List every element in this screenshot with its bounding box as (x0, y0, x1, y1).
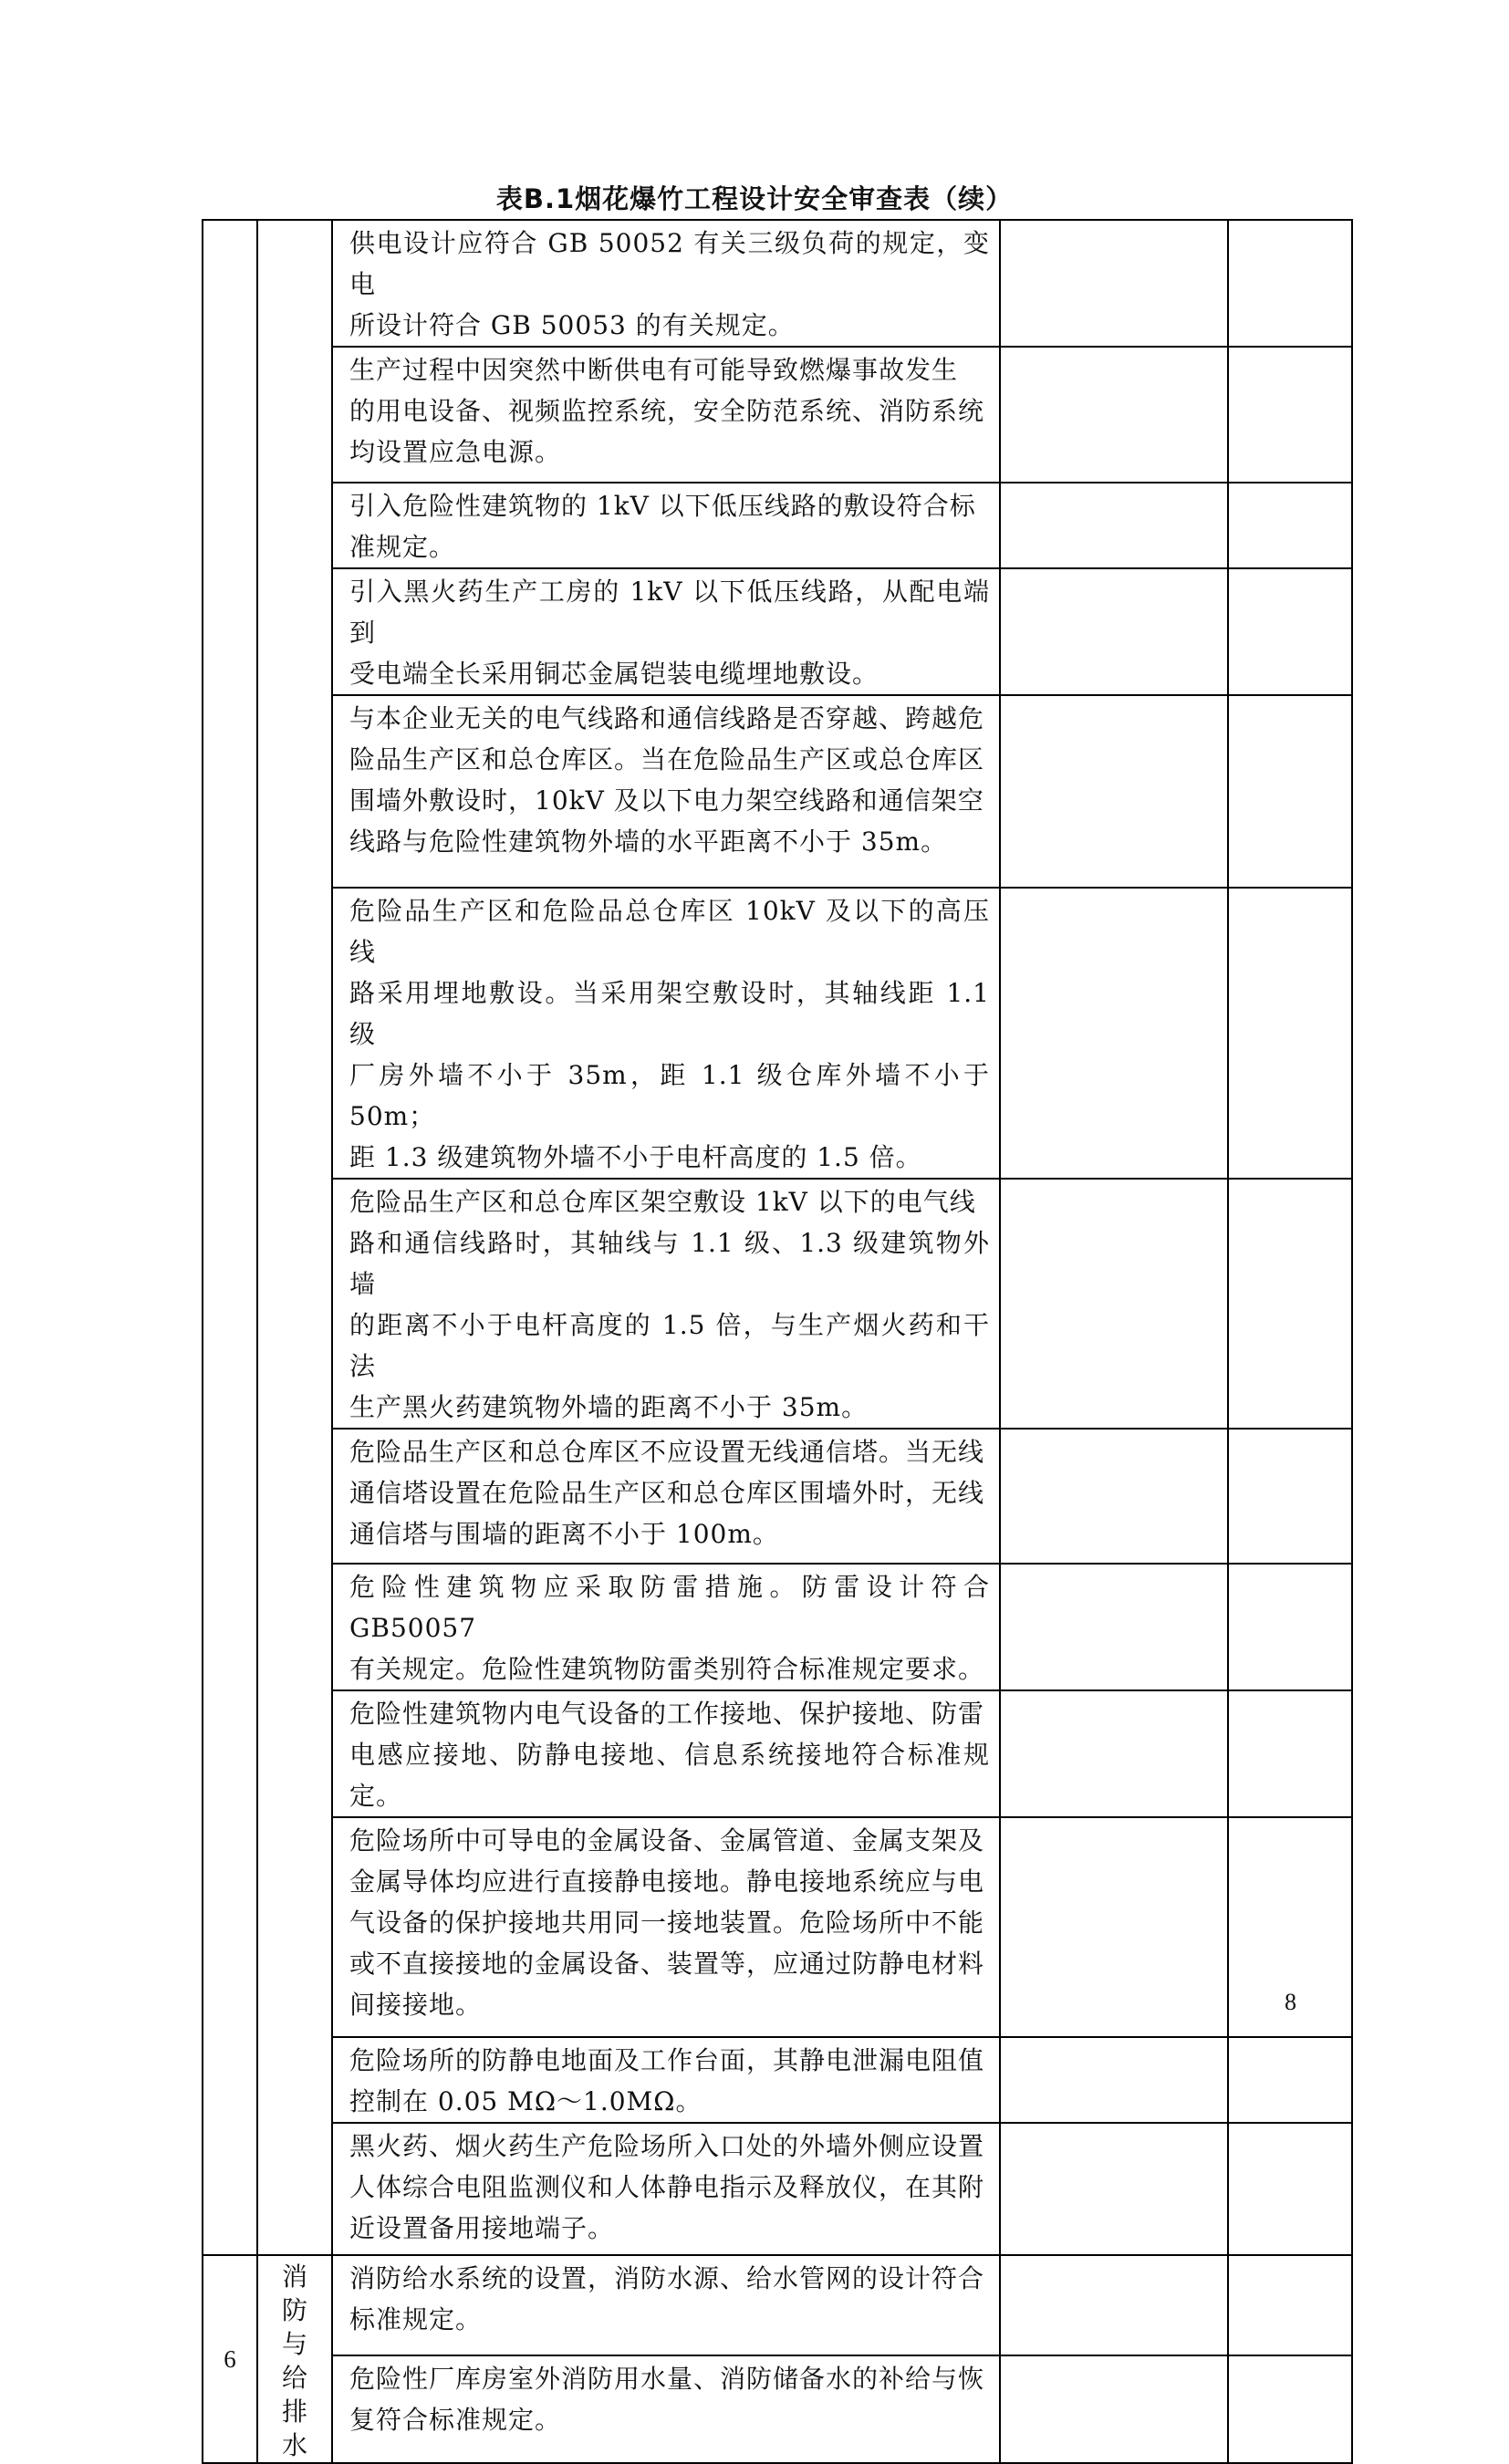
table-row (203, 695, 1352, 888)
review-item-cell (332, 1179, 1000, 1429)
page-number: 8 (1285, 1989, 1296, 2015)
assessment-cell (1000, 1817, 1228, 2037)
table-row (203, 1179, 1352, 1429)
remarks-cell (1228, 220, 1352, 347)
assessment-cell (1000, 695, 1228, 888)
category-char: 排 (281, 2396, 307, 2427)
review-item-cell (332, 1564, 1000, 1690)
table-row (203, 888, 1352, 1179)
table-row (203, 2123, 1352, 2255)
remarks-cell (1228, 568, 1352, 695)
review-item-text: 供电设计应符合 GB 50052 有关三级负荷的规定，变电 所设计符合 GB 50053 的有关规定。 (349, 228, 990, 340)
category-char: 水 (281, 2430, 307, 2460)
table-row (203, 568, 1352, 695)
remarks-cell (1228, 1690, 1352, 1817)
assessment-cell (1000, 888, 1228, 1179)
remarks-cell (1228, 695, 1352, 888)
review-item-text: 危险品生产区和危险品总仓库区 10kV 及以下的高压线 路采用埋地敷设。当采用架空敷设时，其轴线距 1.1 级 厂房外墙不小于 35m，距 1.1 级仓库外墙不小于 50m； 距 1.3 级建筑物外墙不小于电杆高度的 1.5 倍。 (349, 896, 990, 1172)
table-title: 表B.1烟花爆竹工程设计安全审查表（续） (495, 183, 1014, 214)
table-row (203, 2037, 1352, 2123)
table-row (203, 2255, 1352, 2355)
table-row (203, 483, 1352, 568)
table-row (203, 2355, 1352, 2463)
assessment-cell (1000, 1179, 1228, 1429)
category-char: 消 (281, 2261, 307, 2292)
table-row (203, 1429, 1352, 1564)
remarks-cell (1228, 483, 1352, 568)
review-item-cell (332, 220, 1000, 347)
review-item-cell (332, 568, 1000, 695)
review-item-cell (332, 2355, 1000, 2463)
review-item-text: 危险场所中可导电的金属设备、金属管道、金属支架及 金属导体均应进行直接静电接地。静电接地系统应与电 气设备的保护接地共用同一接地装置。危险场所中不能 或不直接接地的金属设备、装置等，应通过防静电材料 间接接地。 (349, 1825, 985, 2020)
remarks-cell (1228, 347, 1352, 483)
remarks-cell (1228, 1429, 1352, 1564)
safety-review-table (202, 219, 1353, 2464)
review-item-text: 危险品生产区和总仓库区不应设置无线通信塔。当无线 通信塔设置在危险品生产区和总仓库区围墙外时，无线 通信塔与围墙的距离不小于 100m。 (349, 1437, 985, 1549)
table-row (203, 220, 1352, 347)
table-row (203, 1564, 1352, 1690)
assessment-cell (1000, 2037, 1228, 2123)
review-item-cell (332, 1690, 1000, 1817)
assessment-cell (1000, 483, 1228, 568)
remarks-cell (1228, 2255, 1352, 2355)
category-cell (257, 220, 332, 2255)
remarks-cell (1228, 2037, 1352, 2123)
review-item-cell (332, 2255, 1000, 2355)
review-item-cell (332, 347, 1000, 483)
review-item-cell (332, 483, 1000, 568)
review-item-text: 与本企业无关的电气线路和通信线路是否穿越、跨越危 险品生产区和总仓库区。当在危险品生产区或总仓库区 围墙外敷设时，10kV 及以下电力架空线路和通信架空 线路与危险性建筑物外墙的水平距离不小于 35m。 (349, 703, 985, 857)
remarks-cell (1228, 1179, 1352, 1429)
review-item-text: 引入危险性建筑物的 1kV 以下低压线路的敷设符合标 准规定。 (349, 491, 976, 562)
category-cell (257, 2255, 332, 2463)
review-item-cell (332, 1817, 1000, 2037)
category-char: 与 (281, 2329, 307, 2359)
assessment-cell (1000, 220, 1228, 347)
assessment-cell (1000, 2255, 1228, 2355)
category-char: 防 (281, 2295, 307, 2325)
review-item-cell (332, 888, 1000, 1179)
assessment-cell (1000, 568, 1228, 695)
review-item-cell (332, 2123, 1000, 2255)
assessment-cell (1000, 1564, 1228, 1690)
item-number-cell (203, 220, 257, 2255)
remarks-cell (1228, 2123, 1352, 2255)
review-item-text: 引入黑火药生产工房的 1kV 以下低压线路，从配电端到 受电端全长采用铜芯金属铠装电缆埋地敷设。 (349, 577, 990, 689)
review-item-text: 危险场所的防静电地面及工作台面，其静电泄漏电阻值 控制在 0.05 MΩ～1.0MΩ。 (349, 2045, 985, 2116)
remarks-cell (1228, 888, 1352, 1179)
review-item-cell (332, 2037, 1000, 2123)
table-row (203, 1817, 1352, 2037)
assessment-cell (1000, 347, 1228, 483)
table-row (203, 1690, 1352, 1817)
assessment-cell (1000, 2355, 1228, 2463)
review-item-text: 消防给水系统的设置，消防水源、给水管网的设计符合 标准规定。 (349, 2263, 985, 2334)
assessment-cell (1000, 1690, 1228, 1817)
review-item-cell (332, 1429, 1000, 1564)
review-item-text: 生产过程中因突然中断供电有可能导致燃爆事故发生 的用电设备、视频监控系统，安全防范系统、消防系统 均设置应急电源。 (349, 355, 985, 467)
review-item-cell (332, 695, 1000, 888)
item-number-cell (203, 2255, 257, 2463)
remarks-cell (1228, 1564, 1352, 1690)
table-row (203, 347, 1352, 483)
item-number: 6 (224, 2344, 236, 2373)
review-item-text: 危险品生产区和总仓库区架空敷设 1kV 以下的电气线 路和通信线路时，其轴线与 1.1 级、1.3 级建筑物外墙 的距离不小于电杆高度的 1.5 倍，与生产烟火药和干法 生产黑火药建筑物外墙的距离不小于 35m。 (349, 1187, 990, 1422)
review-item-text: 危险性厂库房室外消防用水量、消防储备水的补给与恢 复符合标准规定。 (349, 2363, 985, 2435)
assessment-cell (1000, 2123, 1228, 2255)
review-item-text: 危险性建筑物内电气设备的工作接地、保护接地、防雷 电感应接地、防静电接地、信息系统接地符合标准规定。 (349, 1699, 990, 1811)
review-item-text: 黑火药、烟火药生产危险场所入口处的外墙外侧应设置 人体综合电阻监测仪和人体静电指示及释放仪，在其附 近设置备用接地端子。 (349, 2131, 985, 2243)
assessment-cell (1000, 1429, 1228, 1564)
review-item-text: 危险性建筑物应采取防雷措施。防雷设计符合 GB50057 有关规定。危险性建筑物防雷类别符合标准规定要求。 (349, 1572, 990, 1684)
remarks-cell (1228, 2355, 1352, 2463)
category-char: 给 (281, 2363, 307, 2393)
